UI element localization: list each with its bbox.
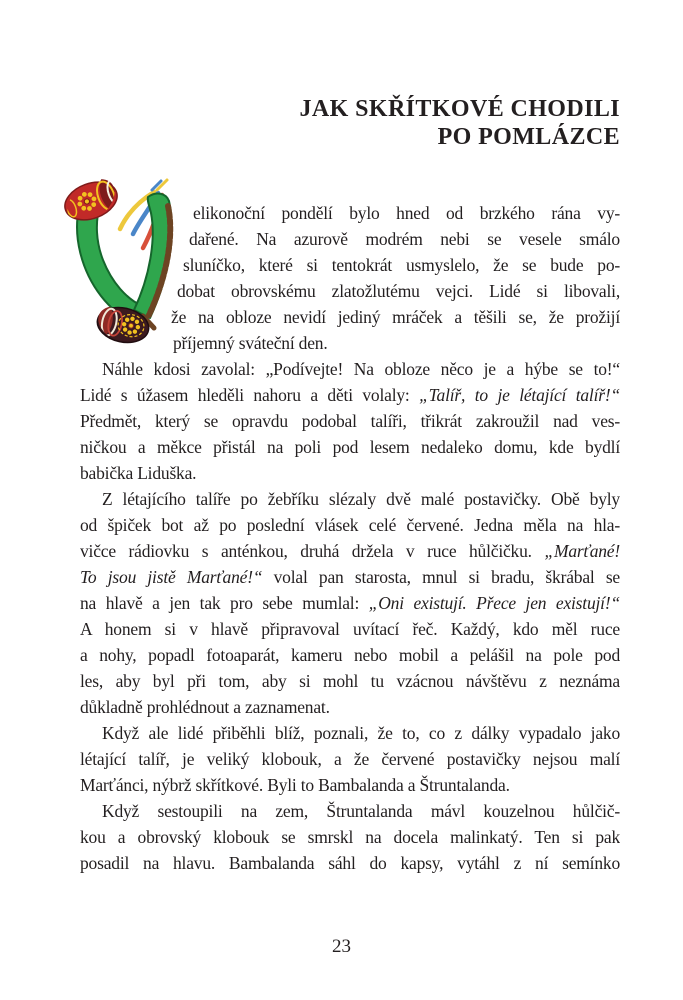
- text-segment: dobat obrovskému zlatožlutému vejci. Lidé si libovali,: [177, 281, 620, 301]
- text-line: [80, 512, 620, 538]
- italic-text-segment: To jsou jistě Marťané!“: [80, 567, 263, 587]
- italic-text-segment: „Oni existují. Přece jen existují!“: [368, 593, 620, 613]
- paragraph: [80, 356, 620, 486]
- text-line: [80, 798, 620, 824]
- text-segment: Když ale lidé přiběhli blíž, poznali, že to, co z dálky vypadalo jako: [102, 723, 620, 743]
- text-line: [80, 226, 620, 252]
- text-line: [80, 252, 620, 278]
- text-segment: létající talíř, je veliký klobouk, a že červené postavičky nejsou malí: [80, 749, 620, 769]
- text-line: [80, 694, 620, 720]
- text-line: [80, 356, 620, 382]
- text-segment: babička Liduška.: [80, 463, 197, 483]
- text-segment: elikonoční pondělí bylo hned od brzkého rána vy-: [193, 203, 620, 223]
- text-segment: Marťánci, nýbrž skřítkové. Byli to Bambalanda a Štruntalanda.: [80, 775, 510, 795]
- text-line: [80, 278, 620, 304]
- text-line: [80, 408, 620, 434]
- text-segment: a nohy, popadl fotoaparát, kameru nebo mobil a pelášil na pole pod: [80, 645, 620, 665]
- text-line: [80, 434, 620, 460]
- text-line: [80, 590, 620, 616]
- text-segment: Lidé s úžasem hleděli nahoru a děti volaly:: [80, 385, 420, 405]
- text-line: [80, 486, 620, 512]
- text-line: [80, 330, 620, 356]
- text-segment: že na obloze nevidí jediný mráček a těšili se, že prožijí: [171, 307, 620, 327]
- text-line: [80, 824, 620, 850]
- italic-text-segment: „Talíř, to je létající talíř!“: [419, 385, 620, 405]
- text-segment: dařené. Na azurově modrém nebi se vesele smálo: [189, 229, 620, 249]
- text-line: [80, 460, 620, 486]
- text-line: [80, 304, 620, 330]
- text-segment: Když sestoupili na zem, Štruntalanda mávl kouzelnou hůlčič-: [102, 801, 620, 821]
- text-line: [80, 746, 620, 772]
- text-segment: posadil na hlavu. Bambalanda sáhl do kapsy, vytáhl z ní semínko: [80, 853, 620, 873]
- text-line: [80, 200, 620, 226]
- text-line: [80, 382, 620, 408]
- text-segment: vičce rádiovku s anténkou, druhá držela v ruce hůlčičku.: [80, 541, 545, 561]
- paragraph: [80, 486, 620, 720]
- text-line: [80, 564, 620, 590]
- text-segment: kou a obrovský klobouk se smrskl na docela malinkatý. Ten si pak: [80, 827, 620, 847]
- text-segment: Z létajícího talíře po žebříku slézaly dvě malé postavičky. Obě byly: [102, 489, 620, 509]
- text-line: [80, 850, 620, 876]
- text-segment: od špiček bot až po poslední vlásek celé červené. Jedna měla na hla-: [80, 515, 620, 535]
- text-line: [80, 616, 620, 642]
- paragraph: [80, 200, 620, 356]
- text-segment: sluníčko, které si tentokrát usmyslelo, že se bude po-: [183, 255, 620, 275]
- text-segment: volal pan starosta, mnul si bradu, škrábal se: [262, 567, 620, 587]
- text-line: [80, 538, 620, 564]
- paragraph: [80, 798, 620, 876]
- italic-text-segment: „Marťané!: [544, 541, 620, 561]
- chapter-title: [80, 95, 620, 151]
- text-line: [80, 642, 620, 668]
- text-segment: příjemný sváteční den.: [173, 333, 328, 353]
- text-line: [80, 772, 620, 798]
- text-segment: Předmět, který se opravdu podobal talíři, třikrát zakroužil nad ves-: [80, 411, 620, 431]
- text-segment: ničkou a měkce přistál na poli pod lesem nedaleko domu, kde bydlí: [80, 437, 620, 457]
- text-segment: les, aby byl při tom, aby si mohl tu vzácnou návštěvu z neznáma: [80, 671, 620, 691]
- text-line: [80, 720, 620, 746]
- text-segment: důkladně prohlédnout a zaznamenat.: [80, 697, 330, 717]
- text-segment: A honem si v hlavě připravoval uvítací řeč. Každý, kdo měl ruce: [80, 619, 620, 639]
- chapter-title-line-2: PO POMLÁZCE: [437, 124, 620, 150]
- body-text: [80, 200, 620, 876]
- text-segment: Náhle kdosi zavolal: „Podívejte! Na obloze něco je a hýbe se to!“: [102, 359, 620, 379]
- chapter-title-line-1: JAK SKŘÍTKOVÉ CHODILI: [299, 96, 620, 122]
- page-number: 23: [332, 936, 351, 957]
- text-line: [80, 668, 620, 694]
- paragraph: [80, 720, 620, 798]
- text-segment: na hlavě a jen tak pro sebe mumlal:: [80, 593, 369, 613]
